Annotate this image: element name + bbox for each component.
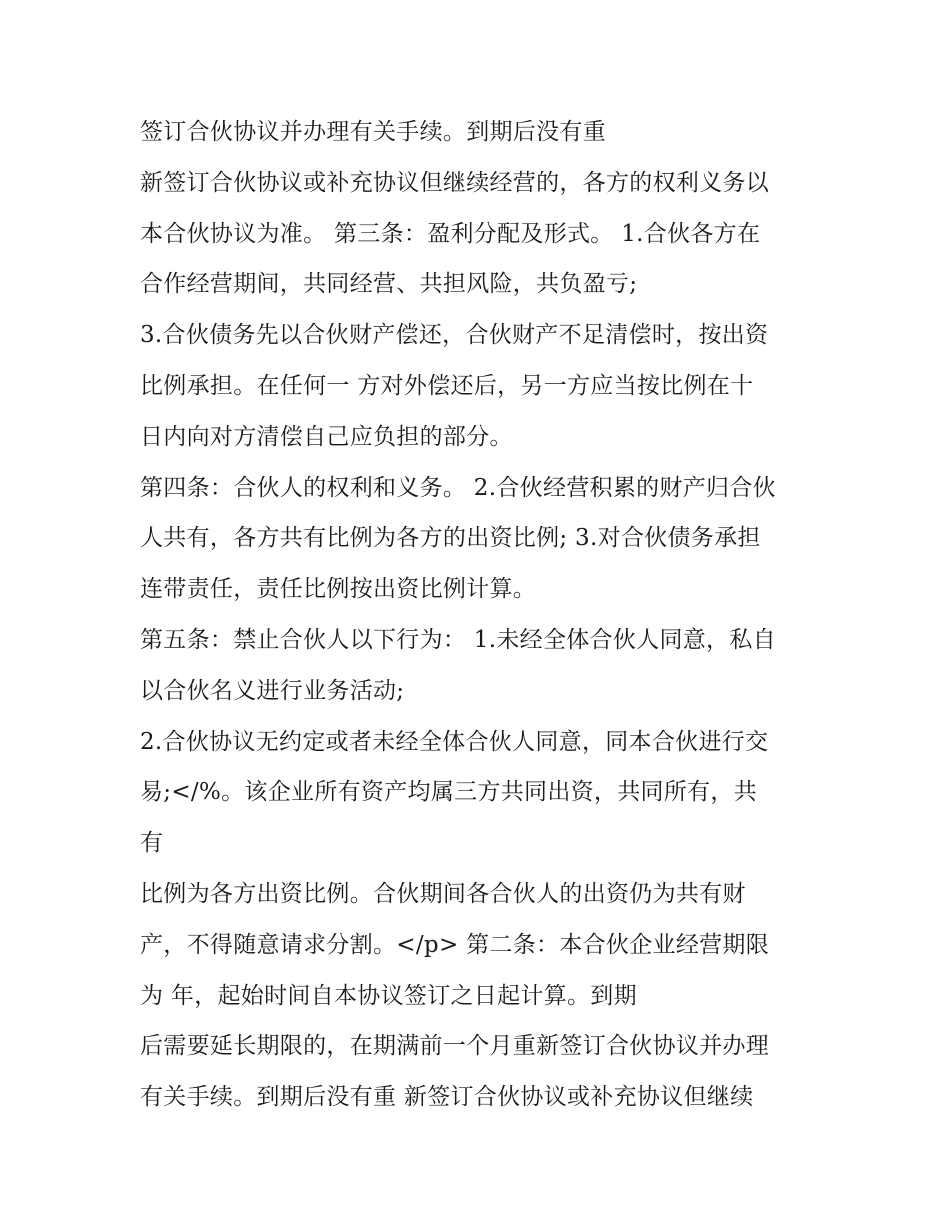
text-line: 比例为各方出资比例。合伙期间各合伙人的出资仍为共有财 bbox=[140, 880, 746, 907]
text-line: 签订合伙协议并办理有关手续。到期后没有重 bbox=[140, 119, 606, 145]
text-line: 为 年，起始时间自本协议签订之日起计算。到期 bbox=[140, 982, 637, 1009]
document-body bbox=[140, 107, 820, 1123]
text-line: 有关手续。到期后没有重 新签订合伙协议或补充协议但继续 bbox=[140, 1084, 754, 1111]
text-line: 后需要延长期限的，在期满前一个月重新签订合伙协议并办理 bbox=[140, 1033, 770, 1060]
text-line: 人共有，各方共有比例为各方的出资比例; 3.对合伙债务承担 bbox=[140, 525, 761, 552]
text-line: 新签订合伙协议或补充协议但继续经营的，各方的权利义务以 bbox=[140, 169, 770, 196]
text-line: 易;</%。该企业所有资产均属三方共同出资，共同所有，共 bbox=[140, 779, 758, 806]
text-line: 本合伙协议为准。 第三条：盈利分配及形式。 1.合伙各方在 bbox=[140, 220, 761, 247]
text-line: 第四条：合伙人的权利和义务。 2.合伙经营积累的财产归合伙 bbox=[140, 474, 776, 501]
text-line: 有 bbox=[140, 830, 164, 857]
text-line: 以合伙名义进行业务活动; bbox=[140, 677, 405, 704]
text-line: 合作经营期间，共同经营、共担风险，共负盈亏; bbox=[140, 271, 638, 298]
text-line: 3.合伙债务先以合伙财产偿还，合伙财产不足清偿时，按出资 bbox=[140, 322, 769, 349]
text-line: 日内向对方清偿自己应负担的部分。 bbox=[140, 423, 513, 450]
text-line: 产，不得随意请求分割。</p> 第二条：本合伙企业经营期限 bbox=[140, 931, 770, 958]
text-line: 连带责任，责任比例按出资比例计算。 bbox=[140, 576, 537, 603]
text-line: 2.合伙协议无约定或者未经全体合伙人同意，同本合伙进行交 bbox=[140, 728, 769, 755]
text-line: 第五条：禁止合伙人以下行为： 1.未经全体合伙人同意，私自 bbox=[140, 626, 776, 653]
text-line: 比例承担。在任何一 方对外偿还后，另一方应当按比例在十 bbox=[140, 372, 754, 399]
